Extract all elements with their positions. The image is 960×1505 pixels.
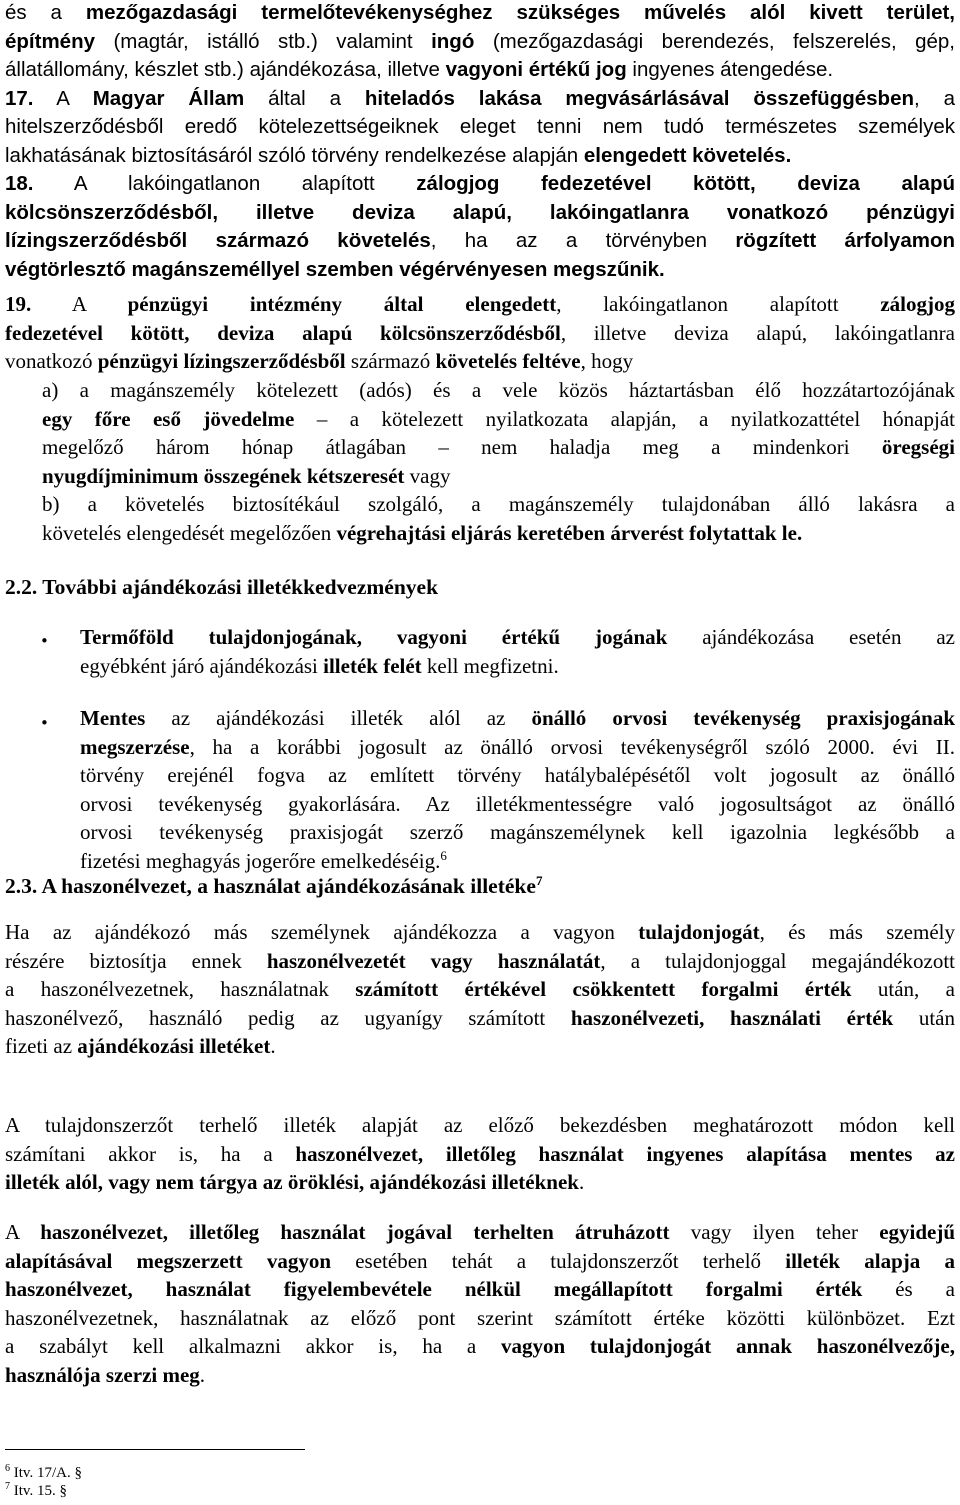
text-line: követelés elengedését megelőzően végrehajtási eljárás keretében árverést folytattak le.: [42, 520, 803, 545]
paragraph-usufruct-3: [5, 1218, 955, 1418]
text-line: részére biztosítja ennek haszonélvezetét vagy használatát, a tulajdonjoggal megajándékozott: [5, 948, 955, 973]
footnote-number: 6: [5, 1463, 10, 1474]
footnote-7: [5, 1482, 67, 1500]
text-line: lízingszerződésből származó követelés, ha az a törvényben rögzített árfolyamon: [5, 229, 955, 252]
text-line: számítani akkor is, ha a haszonélvezet, illetőleg használat ingyenes alapítása mentes az: [5, 1141, 956, 1166]
text-line: nyugdíjminimum összegének kétszeresét vagy: [42, 463, 451, 488]
section-heading-2-3-text: 2.3. A haszonélvezet, a használat ajándékozásának illetéke: [5, 874, 536, 898]
text-line: állatállomány, készlet stb.) ajándékozása, illetve vagyoni értékű jog ingyenes átengedése.: [5, 58, 834, 81]
text-line: építmény (magtár, istálló stb.) valamint ingó (mezőgazdasági berendezés, felszerelés, gép,: [5, 29, 956, 53]
text-line: fizeti az ajándékozási illetéket.: [5, 1034, 276, 1058]
text-line: Mentes az ajándékozási illeték alól az önálló orvosi tevékenység praxisjogának: [80, 706, 955, 730]
text-line: törvény erejénél fogva az említett törvény hatálybalépésétől volt jogosult az önálló: [80, 763, 955, 787]
text-line: orvosi tevékenység praxisjogát szerző magánszemélynek kell igazolnia legkésőbb a: [80, 820, 955, 844]
text-line: orvosi tevékenység gyakorlására. Az illetékmentességre való jogosultságot az önálló: [80, 791, 955, 816]
section-heading-2-3: [5, 874, 542, 899]
text-line: egyébként járó ajándékozási illeték felét kell megfizetni.: [80, 653, 559, 678]
text-line: Termőföld tulajdonjogának, vagyoni értékű jogának ajándékozása esetén az: [80, 625, 955, 649]
section-heading-2-2: 2.2. További ajándékozási illetékkedvezmények: [5, 575, 439, 599]
text-line: megelőző három hónap átlagában – nem haladja meg a mindenkori öregségi: [42, 435, 955, 459]
text-line: hitelszerződésből eredő kötelezettségeiknek eleget tenni nem tudó természetes személyek: [5, 115, 955, 138]
text-line: a haszonélvezetnek, használatnak számított értékével csökkentett forgalmi érték után, a: [5, 977, 955, 1001]
text-line: vonatkozó pénzügyi lízingszerződésből származó követelés feltéve, hogy: [5, 349, 634, 373]
text-line: haszonélvezet, használat figyelembevétele nélkül megállapított forgalmi érték és a: [5, 1277, 955, 1301]
text-line: haszonélvezetnek, használatnak az előző pont szerint számított értéke közötti különbözet. Ezt: [5, 1305, 955, 1330]
bullet-icon: •: [40, 632, 49, 650]
text-line: A haszonélvezet, illetőleg használat jogával terhelten átruházott vagy ilyen teher egyidejű: [5, 1220, 956, 1244]
text-line: a szabályt kell alkalmazni akkor is, ha a vagyon tulajdonjogát annak haszonélvezője,: [5, 1334, 955, 1358]
footnote-number: 7: [5, 1481, 10, 1492]
paragraph-usufruct-1: [5, 918, 955, 1089]
text-line: alapításával megszerzett vagyon esetében tehát a tulajdonszerzőt terhelő illeték alapja a: [5, 1248, 955, 1273]
text-line: egy főre eső jövedelme – a kötelezett nyilatkozata alapján, a nyilatkozattétel hónapját: [42, 406, 955, 431]
text-line: Ha az ajándékozó más személynek ajándékozza a vagyon tulajdonjogát, és más személy: [5, 920, 955, 944]
text-line: 19. A pénzügyi intézmény által elengedett, lakóingatlanon alapított zálogjog: [5, 292, 955, 316]
footnote-text: Itv. 17/A. §: [13, 1465, 82, 1481]
footnote-ref-7: 7: [535, 872, 543, 888]
text-line: lakhatásának biztosításáról szóló törvény rendelkezése alapján elengedett követelés.: [5, 143, 792, 167]
paragraph-usufruct-2: [5, 1111, 955, 1225]
text-line: fedezetével kötött, deviza alapú kölcsönszerződésből, illetve deviza alapú, lakóingatlanra: [5, 320, 955, 345]
footnote-text: Itv. 15. §: [13, 1483, 67, 1499]
text-line: haszonélvező, használó pedig az ugyanígy számított haszonélvezeti, használati érték után: [5, 1005, 955, 1030]
text-line: megszerzése, ha a korábbi jogosult az önálló orvosi tevékenységről szóló 2000. évi II.: [80, 734, 955, 759]
text-line: fizetési meghagyás jogerőre emelkedéséig.$^6$: [80, 847, 447, 873]
text-line: a) a magánszemély kötelezett (adós) és a vele közös háztartásban élő hozzátartozójának: [42, 378, 955, 402]
text-line: A tulajdonszerzőt terhelő illeték alapját az előző bekezdésben meghatározott módon kell: [5, 1113, 955, 1137]
paragraph-exemptions-continued: [5, 0, 955, 313]
text-line: végtörlesztő magánszeméllyel szemben végérvényesen megszűnik.: [5, 257, 665, 281]
text-line: 17. A Magyar Állam által a hiteladós lakása megvásárlásával összefüggésben, a: [5, 86, 955, 110]
text-line: 18. A lakóingatlanon alapított zálogjog fedezetével kötött, deviza alapú: [5, 172, 956, 195]
footnote-6: [5, 1464, 82, 1482]
text-line: illeték alól, vagy nem tárgya az öröklési, ajándékozási illetéknek.: [5, 1170, 585, 1194]
footnote-separator: [5, 1449, 305, 1450]
text-line: és a mezőgazdasági termelőtevékenységhez szükséges művelés alól kivett terület,: [5, 1, 955, 24]
footnote-ref: 6: [440, 847, 447, 863]
text-line: kölcsönszerződésből, illetve deviza alapú, lakóingatlanra vonatkozó pénzügyi: [5, 200, 955, 224]
bullet-icon: •: [40, 714, 49, 732]
bullet-item-termofold: [80, 623, 955, 709]
paragraph-item-19-conditions: [42, 376, 955, 576]
text-line: használója szerzi meg.: [5, 1362, 206, 1387]
text-line: b) a követelés biztosítékául szolgáló, a magánszemély tulajdonában álló lakásra a: [42, 492, 955, 516]
